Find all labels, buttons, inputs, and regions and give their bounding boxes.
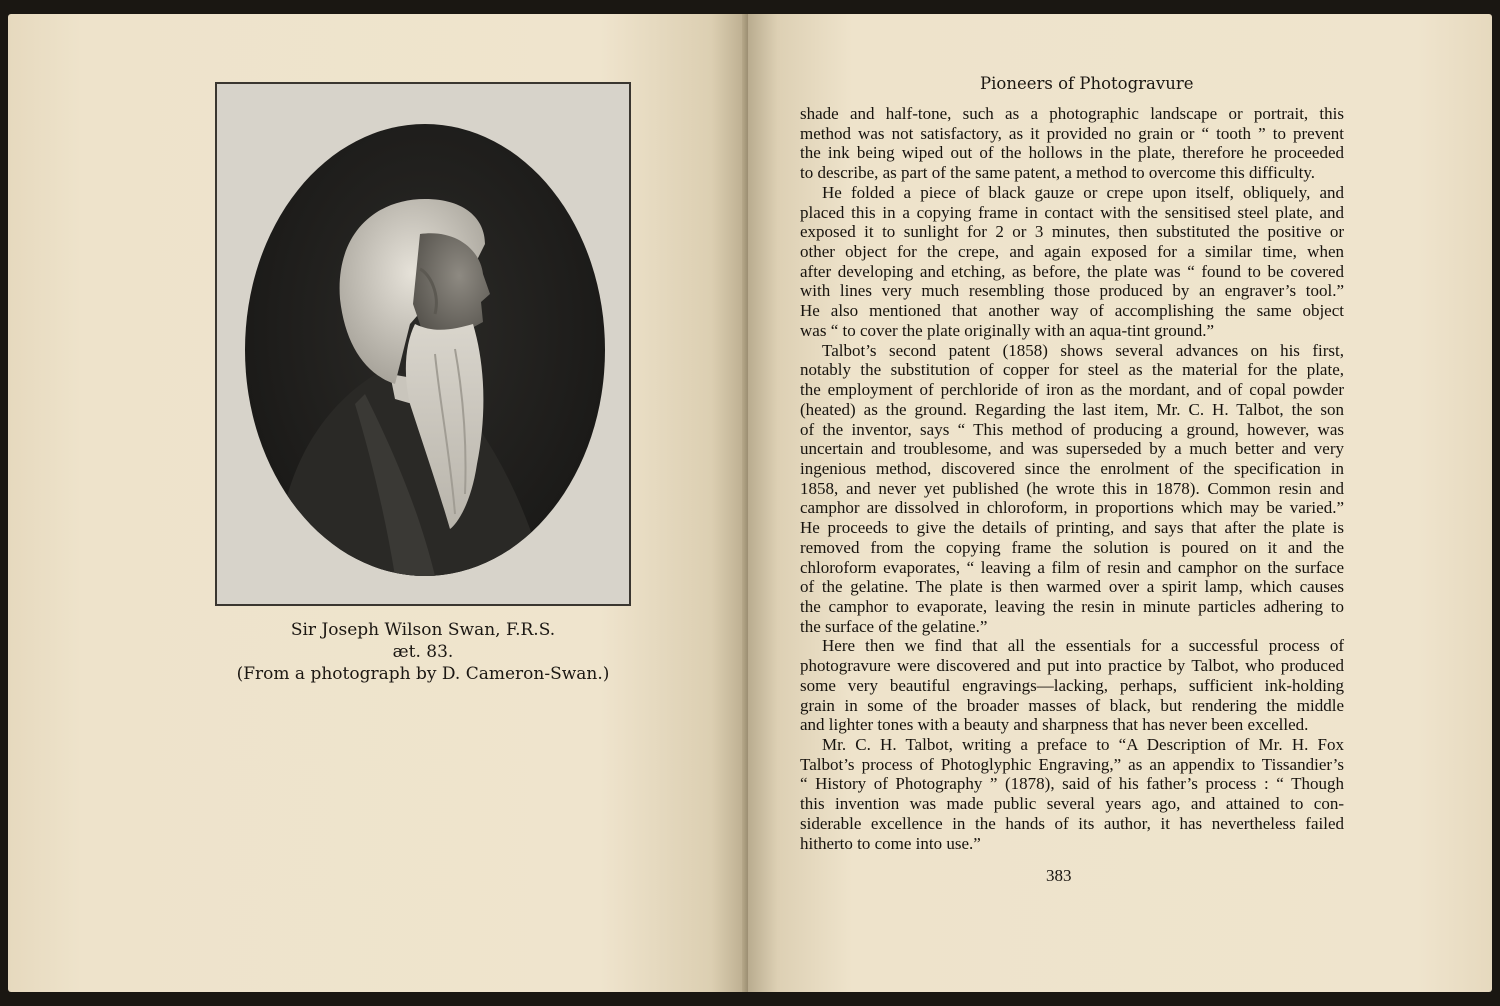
text-line: shade and half-tone, such as a photographic landscape or portrait, this <box>800 104 1344 123</box>
text-line: the camphor to evaporate, leaving the resin in minute particles adhering to <box>800 596 1344 616</box>
text-line: of the gelatine. The plate is then warmed over a spirit lamp, which causes <box>800 577 1344 597</box>
text-line: camphor are dissolved in chloroform, in proportions which may be varied.” <box>800 498 1344 518</box>
text-line: the employment of perchloride of iron as the mordant, and of copal powder <box>800 380 1344 400</box>
portrait-figure <box>245 124 605 576</box>
portrait-plate <box>215 82 631 606</box>
text-line: siderable excellence in the hands of its author, it has nevertheless failed <box>800 813 1344 833</box>
text-line: and lighter tones with a beauty and sharpness that has never been excelled. <box>800 715 1309 735</box>
text-line: uncertain and troublesome, and was superseded by a much better and very <box>800 439 1344 459</box>
text-line: placed this in a copying frame in contact with the sensitised steel plate, and <box>800 202 1344 222</box>
caption-credit: (From a photograph by D. Cameron-Swan.) <box>236 664 610 684</box>
text-line: the surface of the gelatine.” <box>800 616 988 636</box>
running-head: Pioneers of Photogravure <box>980 74 1194 93</box>
portrait-photo <box>245 124 605 576</box>
text-line: 1858, and never yet published (he wrote this in 1878). Common resin and <box>800 478 1344 498</box>
text-line: after developing and etching, as before, the plate was “ found to be covered <box>800 261 1344 281</box>
text-line: some very beautiful engravings—lacking, perhaps, sufficient ink-holding <box>800 675 1344 695</box>
right-page <box>748 14 1492 992</box>
text-line: photogravure were discovered and put into practice by Talbot, who produced <box>800 656 1344 676</box>
text-line: to describe, as part of the same patent, a method to overcome this difficulty. <box>800 163 1316 183</box>
text-line: chloroform evaporates, “ leaving a film of resin and camphor on the surface <box>800 557 1344 577</box>
text-line: the ink being wiped out of the hollows in the plate, therefore he proceeded <box>800 143 1344 163</box>
text-line: He proceeds to give the details of printing, and says that after the plate is <box>800 518 1344 538</box>
text-line: notably the substitution of copper for steel as the material for the plate, <box>800 360 1344 380</box>
left-page <box>8 14 748 992</box>
text-line: He also mentioned that another way of accomplishing the same object <box>800 301 1344 321</box>
caption-name: Sir Joseph Wilson Swan, F.R.S. <box>290 620 556 640</box>
text-line: other object for the crepe, and again exposed for a similar time, when <box>800 242 1344 262</box>
body-text <box>800 104 1344 853</box>
text-line: He folded a piece of black gauze or crepe upon itself, obliquely, and <box>822 182 1344 202</box>
text-line: exposed it to sunlight for 2 or 3 minutes, then substituted the positive or <box>800 222 1344 242</box>
text-line: removed from the copying frame the solution is poured on it and the <box>800 537 1344 557</box>
text-line: Mr. C. H. Talbot, writing a preface to “A Description of Mr. H. Fox <box>822 735 1344 754</box>
text-line: hitherto to come into use.” <box>800 833 981 853</box>
text-line: Talbot’s second patent (1858) shows several advances on his first, <box>822 340 1344 360</box>
text-line: with lines very much resembling those produced by an engraver’s tool.” <box>800 281 1344 301</box>
text-line: this invention was made public several years ago, and attained to con- <box>800 794 1344 814</box>
text-line: was “ to cover the plate originally with an aqua-tint ground.” <box>800 320 1215 340</box>
text-line: “ History of Photography ” (1878), said of his father’s process : “ Though <box>800 774 1344 794</box>
text-line: grain in some of the broader masses of black, but rendering the middle <box>800 695 1344 715</box>
caption-age: æt. 83. <box>392 642 454 662</box>
text-line: ingenious method, discovered since the enrolment of the specification in <box>800 458 1344 478</box>
page-number: 383 <box>1046 866 1072 885</box>
text-line: of the inventor, says “ This method of producing a ground, however, was <box>800 419 1344 439</box>
text-line: Here then we find that all the essentials for a successful process of <box>822 636 1344 656</box>
text-line: method was not satisfactory, as it provided no grain or “ tooth ” to prevent <box>800 123 1344 143</box>
text-line: Talbot’s process of Photoglyphic Engraving,” as an appendix to Tissandier’s <box>800 754 1344 774</box>
text-line: (heated) as the ground. Regarding the last item, Mr. C. H. Talbot, the son <box>800 399 1344 419</box>
